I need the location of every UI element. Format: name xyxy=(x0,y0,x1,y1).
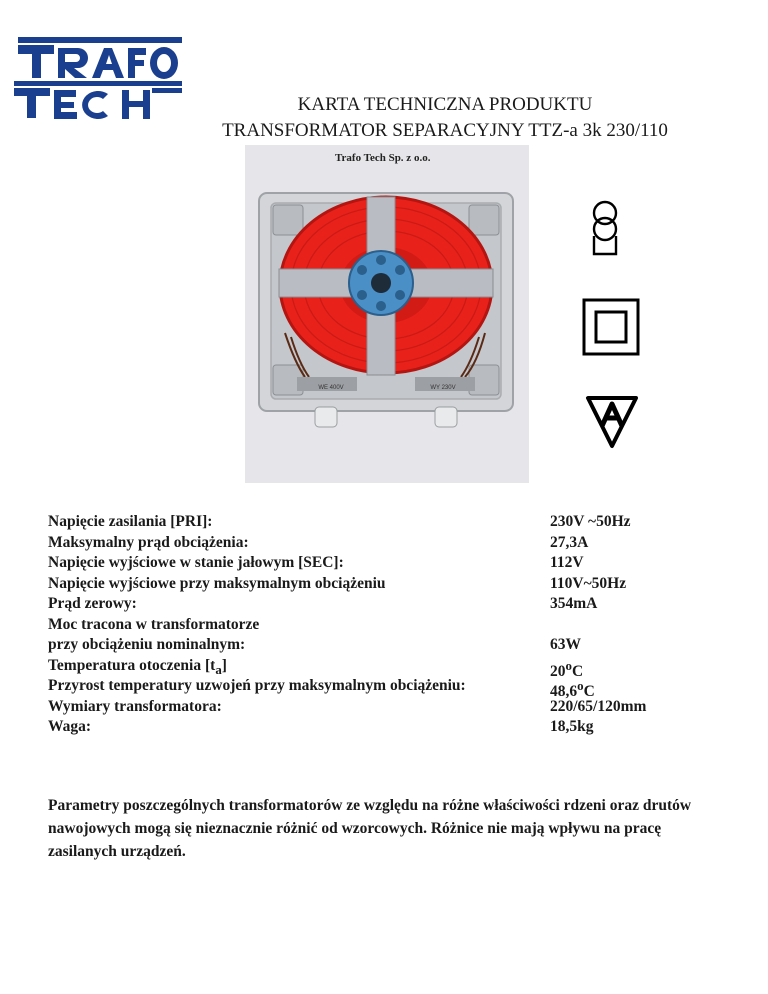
spec-row: Moc tracona w transformatorze xyxy=(48,615,260,633)
spec-row: Wymiary transformatora: 220/65/120mm xyxy=(48,697,647,715)
a-mark-icon xyxy=(582,392,642,450)
spec-row: Napięcie zasilania [PRI]: 230V ~50Hz xyxy=(48,513,631,530)
input-terminal-label: WE 400V xyxy=(318,385,344,391)
spec-row: Przyrost temperatury uzwojeń przy maksymalnym obciążeniu: 48,6$^o$C xyxy=(48,677,595,701)
spec-row: Prąd zerowy: 354mA xyxy=(48,595,598,612)
disclaimer-note: Parametry poszczególnych transformatorów ze względu na różne właściwości rdzeni oraz drutów nawojowych mogą się nieznacznie różnić od wzorcowych. Różnice nie mają wpływu na pracę zasilanych urządzeń. xyxy=(48,797,692,860)
spec-row: Napięcie wyjściowe przy maksymalnym obciążeniu 110V~50Hz xyxy=(48,574,627,592)
specifications-table xyxy=(48,512,728,738)
product-photo xyxy=(245,145,529,483)
safety-transformer-icon xyxy=(582,200,628,260)
spec-row: Napięcie wyjściowe w stanie jałowym [SEC]: 112V xyxy=(48,554,584,571)
document-subtitle: TRANSFORMATOR SEPARACYJNY TTZ-a 3k 230/110 xyxy=(222,120,668,141)
document-title: KARTA TECHNICZNA PRODUKTU xyxy=(297,94,593,115)
photo-caption: Trafo Tech Sp. z o.o. xyxy=(335,152,431,164)
output-terminal-label: WY 230V xyxy=(430,385,456,391)
spec-row: Temperatura otoczenia $[t_a]$ 20$^o$C xyxy=(48,656,584,680)
double-insulation-icon xyxy=(582,298,640,356)
spec-row: przy obciążeniu nominalnym: 63W xyxy=(48,636,581,653)
spec-row: Maksymalny prąd obciążenia: 27,3A xyxy=(48,533,589,551)
spec-row: Waga: 18,5kg xyxy=(48,718,594,735)
